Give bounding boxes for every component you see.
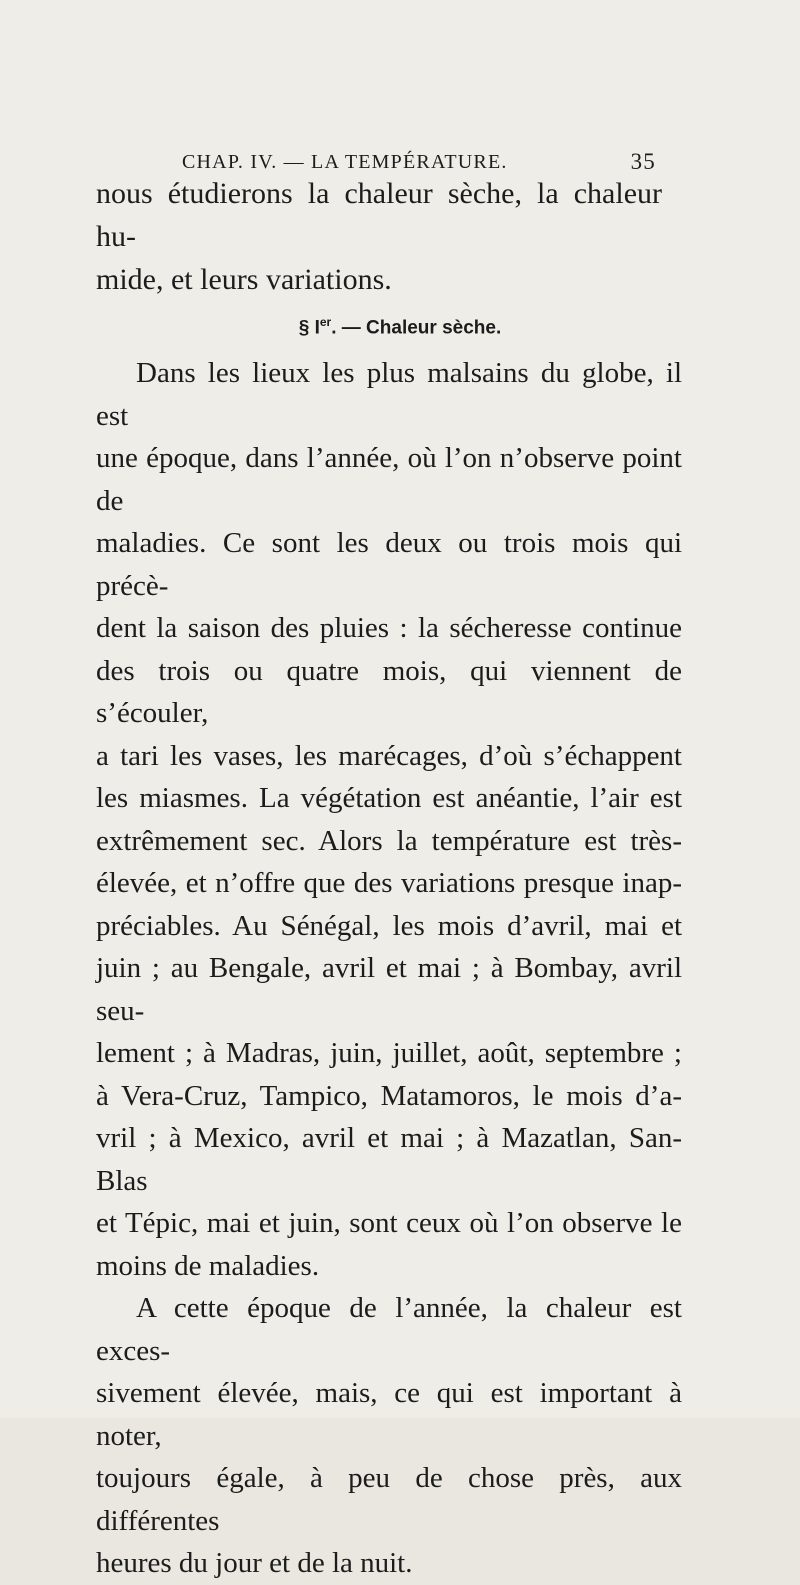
text-line: A cette époque de l’année, la chaleur est exces- <box>96 1292 682 1367</box>
chapter-title: CHAP. IV. — LA TEMPÉRATURE. <box>182 151 508 173</box>
text-line: les miasmes. La végétation est anéantie, l’air est <box>96 782 682 814</box>
text-line: et Tépic, mai et juin, sont ceux où l’on observe le <box>96 1207 682 1239</box>
paragraph <box>96 1287 682 1585</box>
text-line: mide, et leurs variations. <box>96 263 392 296</box>
text-line: préciables. Au Sénégal, les mois d’avril, mai et <box>96 909 682 942</box>
text-line: à Vera-Cruz, Tampico, Matamoros, le mois d’a- <box>96 1079 682 1112</box>
section-superscript: er <box>319 315 332 329</box>
text-line: des trois ou quatre mois, qui viennent de s’écouler, <box>96 654 682 729</box>
intro-text <box>96 172 662 301</box>
text-line: heures du jour et de la nuit. <box>96 1547 413 1579</box>
text-line: sivement élevée, mais, ce qui est important à noter, <box>96 1377 682 1452</box>
text-line: a tari les vases, les marécages, d’où s’échappent <box>96 739 682 772</box>
section-heading <box>0 308 800 342</box>
text-line: maladies. Ce sont les deux ou trois mois qui précè- <box>96 527 682 602</box>
text-line: nous étudierons la chaleur sèche, la chaleur hu- <box>96 177 662 253</box>
page-number: 35 <box>630 149 656 174</box>
text-line: vril ; à Mexico, avril et mai ; à Mazatlan, San-Blas <box>96 1122 682 1197</box>
text-line: juin ; au Bengale, avril et mai ; à Bombay, avril seu- <box>96 952 682 1027</box>
text-line: extrêmement sec. Alors la température est très- <box>96 824 682 857</box>
text-line: toujours égale, à peu de chose près, aux différentes <box>96 1462 682 1537</box>
text-line: Dans les lieux les plus malsains du globe, il est <box>96 357 682 432</box>
section-symbol: § I <box>298 317 320 339</box>
text-line: dent la saison des pluies : la sécheresse continue <box>96 612 682 644</box>
text-line: moins de maladies. <box>96 1249 320 1282</box>
paragraph <box>96 352 682 1287</box>
text-line: une époque, dans l’année, où l’on n’observe point de <box>96 442 682 517</box>
body-text <box>96 352 682 1585</box>
text-line: lement ; à Madras, juin, juillet, août, septembre ; <box>96 1037 682 1069</box>
text-line: élevée, et n’offre que des variations presque inap- <box>96 867 682 899</box>
section-title: . — Chaleur sèche. <box>331 317 502 339</box>
